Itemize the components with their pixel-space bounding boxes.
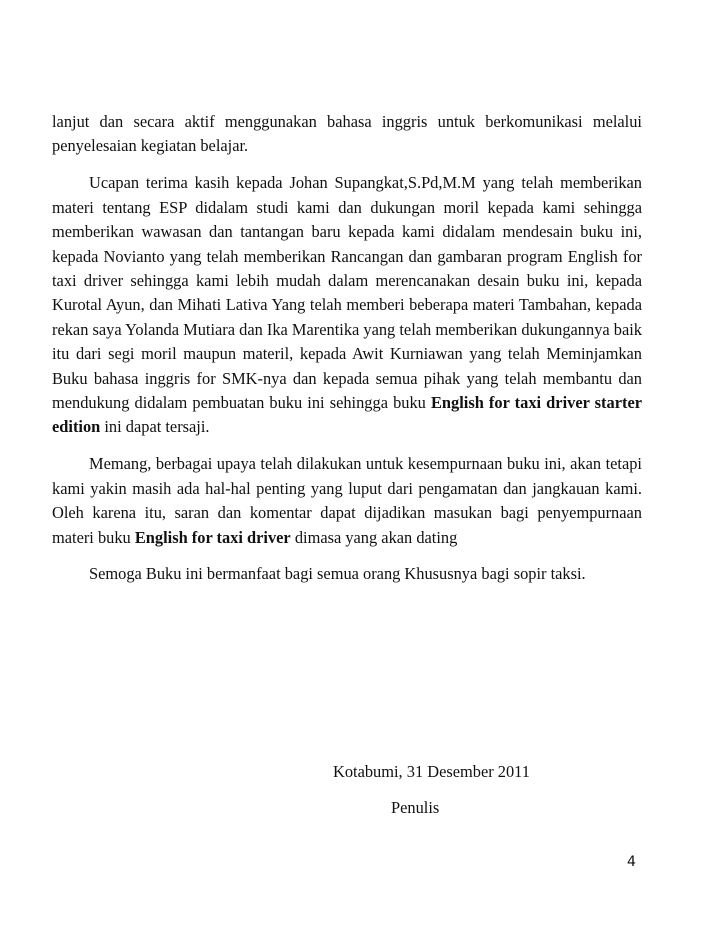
- author-signature: Penulis: [391, 798, 440, 817]
- feedback-text: Memang, berbagai upaya telah dilakukan untuk kesempurnaan buku ini, akan tetapi kami yakin masih ada hal-hal penting yang luput dari pengamatan dan jangkauan kami. Oleh karena itu, saran dan komentar dapat dijadikan masukan bagi penyempurnaan materi buku: [52, 454, 642, 547]
- feedback-closing: dimasa yang akan dating: [290, 527, 458, 547]
- paragraph-acknowledgements: [52, 171, 642, 439]
- book-title: English for taxi driver: [134, 527, 291, 547]
- acknowledgements-closing: ini dapat tersaji.: [100, 417, 210, 437]
- page-number: 4: [627, 854, 636, 870]
- paragraph-closing: Semoga Buku ini bermanfaat bagi semua orang Khususnya bagi sopir taksi.: [89, 564, 586, 584]
- book-title-full: English for taxi driver starter edition: [52, 392, 642, 437]
- acknowledgements-text: Ucapan terima kasih kepada Johan Supangkat,S.Pd,M.M yang telah memberikan materi tentang ESP didalam studi kami dan dukungan moril kepada kami sehingga memberikan wawasan dan tantangan baru kepada kami didalam mendesain buku ini, kepada Novianto yang telah memberikan Rancangan dan gambaran program English for taxi driver sehingga kami lebih mudah dalam merencanakan desain buku ini, kepada Kurotal Ayun, dan Mihati Lativa Yang telah memberi beberapa materi Tambahan, kepada rekan saya Yolanda Mutiara dan Ika Marentika yang telah memberikan dukungannya baik itu dari segi moril maupun materil, kepada Awit Kurniawan yang telah Meminjamkan Buku bahasa inggris for SMK-nya dan kepada semua pihak yang telah membantu dan mendukung didalam pembuatan buku ini sehingga buku: [52, 173, 642, 412]
- body-text: [52, 110, 642, 599]
- paragraph-continuation: lanjut dan secara aktif menggunakan bahasa inggris untuk berkomunikasi melalui penyelesaian kegiatan belajar.: [52, 112, 642, 156]
- place-date: Kotabumi, 31 Desember 2011: [333, 762, 530, 781]
- paragraph-feedback: [52, 452, 642, 550]
